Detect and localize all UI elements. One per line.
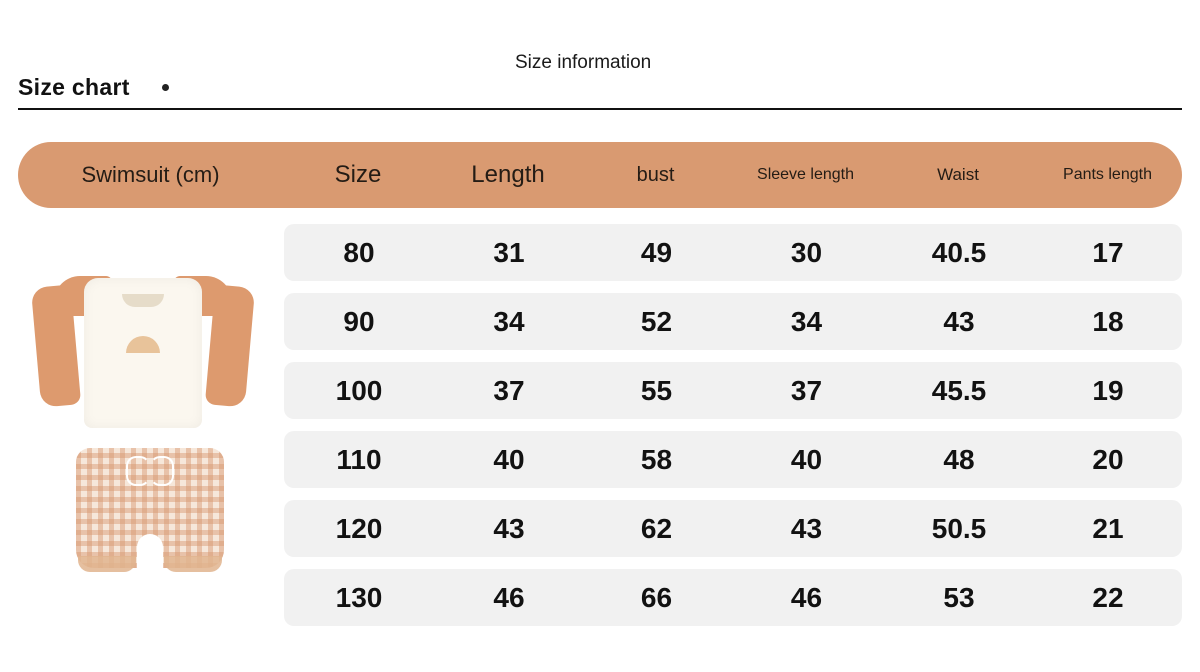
cell-size: 130 xyxy=(335,581,383,613)
column-header-length-label: Length xyxy=(471,160,545,188)
column-header-pants-length xyxy=(1033,142,1182,208)
bullet-icon xyxy=(162,84,169,91)
product-illustration xyxy=(18,250,276,600)
column-header-waist-label: Waist xyxy=(937,165,979,185)
column-header-bust xyxy=(583,142,728,208)
rainbow-chest-icon xyxy=(126,336,160,353)
column-header-pants-length-label: Pants length xyxy=(1063,166,1152,184)
shorts-hem-right xyxy=(164,556,222,572)
cell-bust: 62 xyxy=(640,512,673,544)
drawstring-loop-left xyxy=(126,456,150,486)
cell-waist: 53 xyxy=(943,581,975,613)
header-divider xyxy=(18,108,1182,110)
cell-length: 34 xyxy=(493,305,525,337)
table-row xyxy=(284,569,1182,626)
cell-size: 100 xyxy=(335,374,383,406)
cell-pants: 19 xyxy=(1092,374,1124,406)
cell-waist: 50.5 xyxy=(931,512,987,544)
cell-length: 37 xyxy=(493,374,525,406)
column-header-waist xyxy=(883,142,1033,208)
cell-length: 40 xyxy=(493,443,525,475)
shorts-inseam xyxy=(137,534,163,568)
cell-bust: 55 xyxy=(640,374,673,406)
cell-sleeve: 30 xyxy=(790,236,823,268)
table-row xyxy=(284,500,1182,557)
cell-pants: 21 xyxy=(1092,512,1124,544)
cell-waist: 43 xyxy=(943,305,975,337)
column-header-length xyxy=(433,142,583,208)
cell-length: 46 xyxy=(493,581,525,613)
table-body xyxy=(284,224,1182,638)
cell-pants: 22 xyxy=(1092,581,1124,613)
column-header-swimsuit-label: Swimsuit (cm) xyxy=(81,161,220,187)
cell-size: 120 xyxy=(335,512,383,544)
shirt-body xyxy=(84,278,202,428)
cell-length: 43 xyxy=(493,512,525,544)
drawstring-bow xyxy=(126,456,174,486)
cell-waist: 45.5 xyxy=(931,374,987,406)
column-header-size-label: Size xyxy=(334,160,382,188)
column-header-swimsuit xyxy=(18,142,283,208)
cell-size: 80 xyxy=(343,236,375,268)
cell-waist: 40.5 xyxy=(931,236,987,268)
cell-bust: 52 xyxy=(640,305,673,337)
page-title: Size chart xyxy=(18,74,130,100)
column-header-size xyxy=(283,142,433,208)
cell-sleeve: 40 xyxy=(790,443,823,475)
cell-pants: 17 xyxy=(1092,236,1124,268)
cell-bust: 58 xyxy=(640,443,673,475)
collar xyxy=(122,294,164,307)
cell-bust: 49 xyxy=(640,236,673,268)
cell-sleeve: 34 xyxy=(790,305,823,337)
cell-bust: 66 xyxy=(640,581,673,613)
cell-waist: 48 xyxy=(943,443,975,475)
shorts-hem-left xyxy=(78,556,136,572)
column-header-sleeve-length xyxy=(728,142,883,208)
table-header-band xyxy=(18,142,1182,208)
size-information-label: Size information xyxy=(515,52,652,73)
drawstring-loop-right xyxy=(150,456,174,486)
cell-sleeve: 37 xyxy=(790,374,823,406)
cell-size: 110 xyxy=(336,443,382,475)
cell-pants: 18 xyxy=(1092,305,1124,337)
column-header-sleeve-length-label: Sleeve length xyxy=(757,166,854,184)
column-header-bust-label: bust xyxy=(636,163,675,186)
cell-sleeve: 46 xyxy=(790,581,823,613)
cell-size: 90 xyxy=(343,305,375,337)
gingham-shorts-icon xyxy=(76,448,224,568)
table-row xyxy=(284,293,1182,350)
cell-length: 31 xyxy=(493,236,525,268)
chart-header xyxy=(0,0,1200,120)
cell-sleeve: 43 xyxy=(790,512,823,544)
cell-pants: 20 xyxy=(1092,443,1124,475)
table-row xyxy=(284,362,1182,419)
rash-guard-top-icon xyxy=(28,258,258,428)
table-row xyxy=(284,224,1182,281)
table-row xyxy=(284,431,1182,488)
